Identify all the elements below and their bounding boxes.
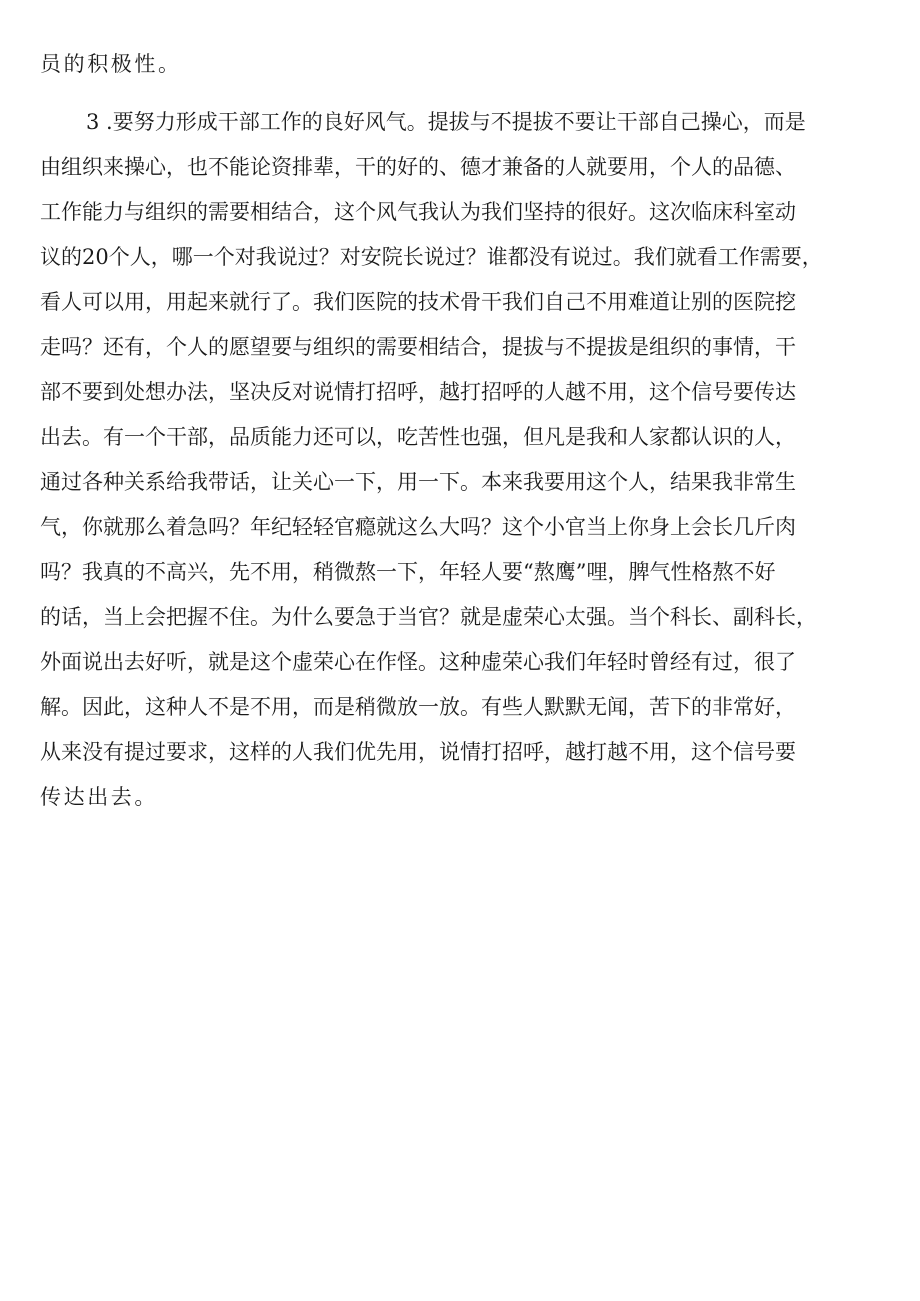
- text-line-7: 走吗？还有，个人的愿望要与组织的需要相结合，提拔与不提拔是组织的事情，干: [40, 335, 796, 359]
- text-line-13: 的话，当上会把握不住。为什么要急于当官？就是虚荣心太强。当个科长、副科长，: [40, 605, 817, 629]
- text-line-2: 3 .要努力形成干部工作的良好风气。提拔与不提拔不要让干部自己操心，而是: [86, 110, 806, 134]
- text-line-6: 看人可以用，用起来就行了。我们医院的技术骨干我们自己不用难道让别的医院挖: [40, 290, 796, 314]
- text-line-14: 外面说出去好听，就是这个虚荣心在作怪。这种虚荣心我们年轻时曾经有过，很了: [40, 650, 796, 674]
- text-line-15: 解。因此，这种人不是不用，而是稍微放一放。有些人默默无闻，苦下的非常好，: [40, 695, 796, 719]
- text-line-5: 议的20个人，哪一个对我说过？对安院长说过？谁都没有说过。我们就看工作需要，: [40, 245, 823, 269]
- text-line-12: 吗？我真的不高兴，先不用，稍微熬一下，年轻人要“熬鹰”哩，脾气性格熬不好: [40, 560, 776, 584]
- text-line-4: 工作能力与组织的需要相结合，这个风气我认为我们坚持的很好。这次临床科室动: [40, 200, 796, 224]
- text-line-16: 从来没有提过要求，这样的人我们优先用，说情打招呼，越打越不用，这个信号要: [40, 740, 796, 764]
- text-line-11: 气，你就那么着急吗？年纪轻轻官瘾就这么大吗？这个小官当上你身上会长几斤肉: [40, 515, 796, 539]
- text-line-10: 通过各种关系给我带话，让关心一下，用一下。本来我要用这个人，结果我非常生: [40, 470, 796, 494]
- text-line-17: 传达出去。: [40, 785, 158, 809]
- text-line-9: 出去。有一个干部，品质能力还可以，吃苦性也强，但凡是我和人家都认识的人，: [40, 425, 796, 449]
- text-line-8: 部不要到处想办法，坚决反对说情打招呼，越打招呼的人越不用，这个信号要传达: [40, 380, 796, 404]
- text-line-3: 由组织来操心，也不能论资排辈，干的好的、德才兼备的人就要用，个人的品德、: [40, 155, 796, 179]
- text-line-1: 员的积极性。: [40, 52, 182, 76]
